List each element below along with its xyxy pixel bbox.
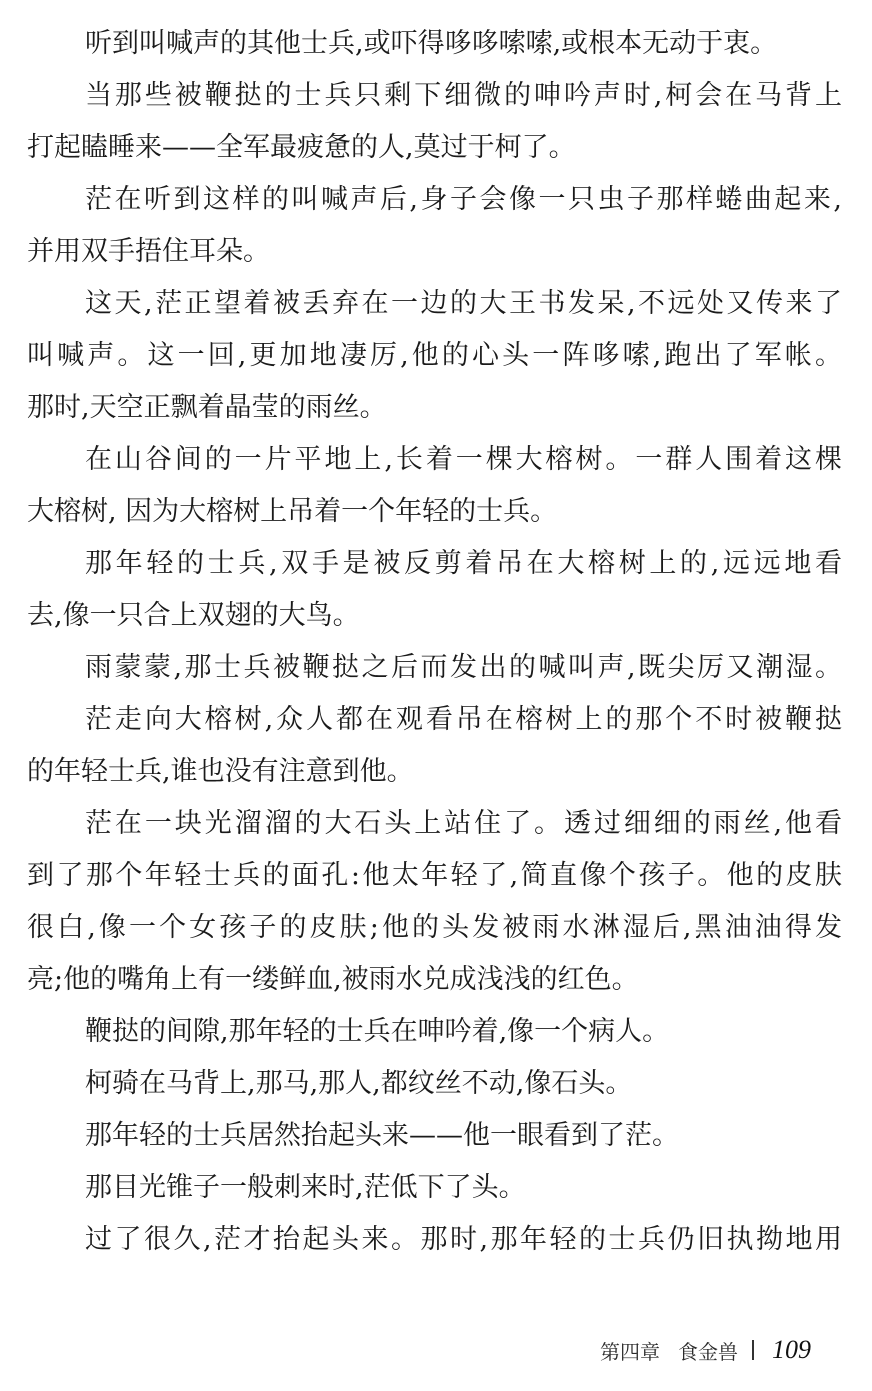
page-footer (600, 1332, 811, 1368)
text-line: 的年轻士兵,谁也没有注意到他。 (27, 756, 414, 787)
text-line: 那目光锥子一般刺来时,茫低下了头。 (85, 1172, 526, 1203)
text-line: 过了很久,茫才抬起头来。那时,那年轻的士兵仍旧执拗地用 (85, 1224, 842, 1255)
text-line: 在山谷间的一片平地上,长着一棵大榕树。一群人围着这棵 (85, 444, 842, 475)
text-line: 打起瞌睡来——全军最疲惫的人,莫过于柯了。 (27, 132, 576, 163)
text-line: 雨蒙蒙,那士兵被鞭挞之后而发出的喊叫声,既尖厉又潮湿。 (85, 652, 842, 683)
text-line: 鞭挞的间隙,那年轻的士兵在呻吟着,像一个病人。 (85, 1016, 670, 1047)
text-line: 当那些被鞭挞的士兵只剩下细微的呻吟声时,柯会在马背上 (85, 80, 842, 111)
text-line: 那年轻的士兵,双手是被反剪着吊在大榕树上的,远远地看 (85, 548, 842, 579)
text-line: 很白,像一个女孩子的皮肤;他的头发被雨水淋湿后,黑油油得发 (27, 912, 842, 943)
text-line: 那年轻的士兵居然抬起头来——他一眼看到了茫。 (85, 1120, 679, 1151)
page-number: 109 (772, 1335, 811, 1364)
text-line: 亮;他的嘴角上有一缕鲜血,被雨水兑成浅浅的红色。 (27, 964, 639, 995)
footer-divider (752, 1340, 754, 1360)
text-line: 到了那个年轻士兵的面孔:他太年轻了,简直像个孩子。他的皮肤 (27, 860, 842, 891)
chapter-label: 第四章 (600, 1339, 660, 1364)
text-line: 并用双手捂住耳朵。 (27, 236, 270, 267)
text-line: 大榕树, 因为大榕树上吊着一个年轻的士兵。 (27, 496, 558, 527)
text-line: 叫喊声。这一回,更加地凄厉,他的心头一阵哆嗦,跑出了军帐。 (27, 340, 842, 371)
text-line: 茫走向大榕树,众人都在观看吊在榕树上的那个不时被鞭挞 (85, 704, 842, 735)
text-line: 那时,天空正飘着晶莹的雨丝。 (27, 392, 387, 423)
text-line: 这天,茫正望着被丢弃在一边的大王书发呆,不远处又传来了 (85, 288, 842, 319)
text-line: 去,像一只合上双翅的大鸟。 (27, 600, 360, 631)
text-line: 茫在一块光溜溜的大石头上站住了。透过细细的雨丝,他看 (85, 808, 842, 839)
chapter-title: 食金兽 (678, 1339, 738, 1364)
text-line: 听到叫喊声的其他士兵,或吓得哆哆嗦嗦,或根本无动于衷。 (85, 28, 778, 59)
text-line: 茫在听到这样的叫喊声后,身子会像一只虫子那样蜷曲起来, (85, 184, 842, 215)
text-line: 柯骑在马背上,那马,那人,都纹丝不动,像石头。 (85, 1068, 633, 1099)
